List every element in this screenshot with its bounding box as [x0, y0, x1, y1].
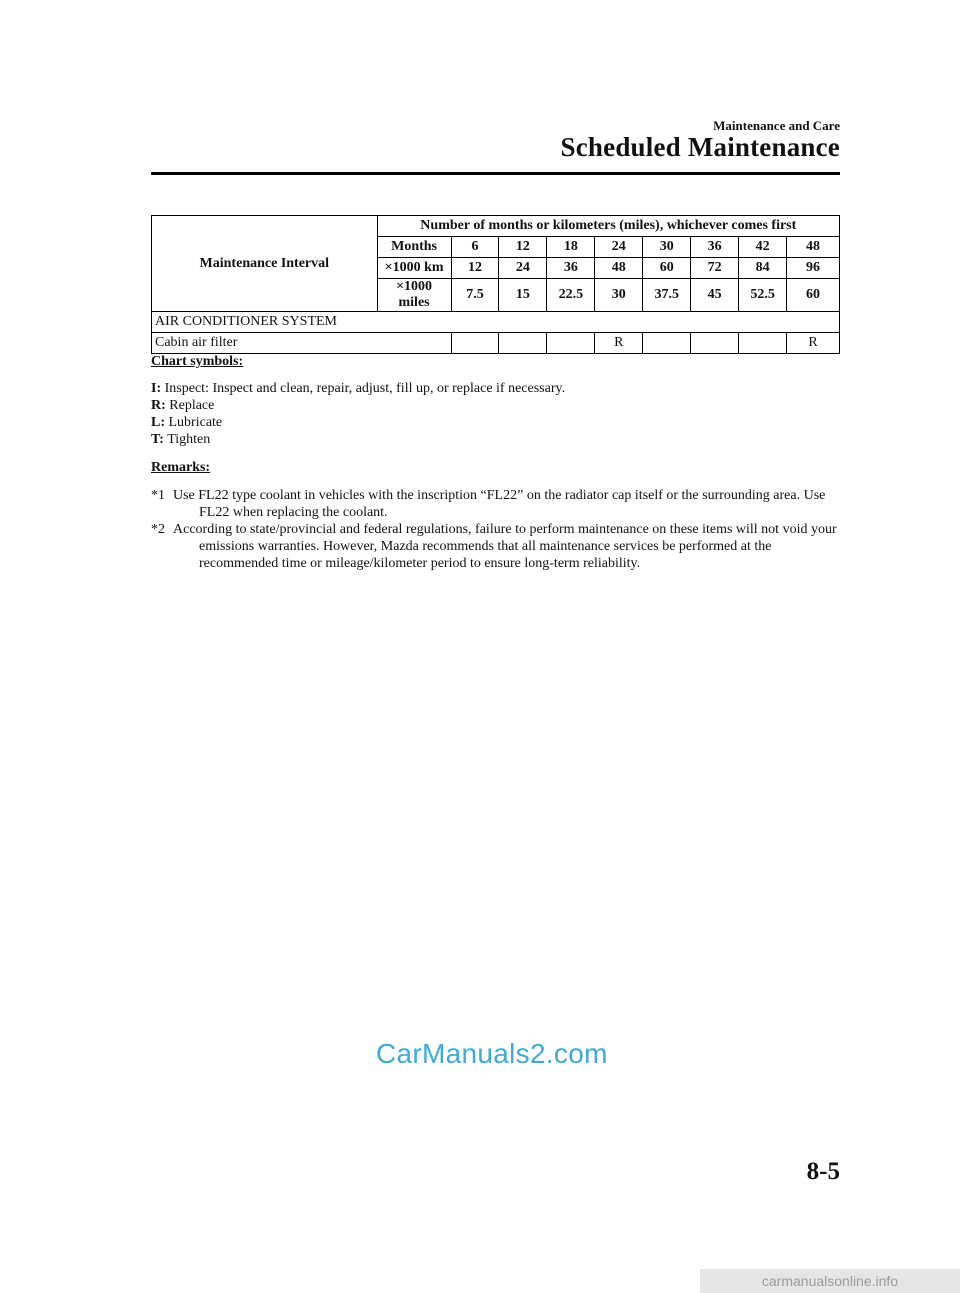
- list-item: [151, 431, 565, 448]
- symbol-key: L:: [151, 415, 165, 430]
- table-cell: 18: [547, 237, 595, 258]
- table-cell: [547, 333, 595, 354]
- table-cell: 60: [787, 279, 840, 312]
- symbol-key: R:: [151, 398, 166, 413]
- table-cell: 30: [595, 279, 643, 312]
- page-title: Scheduled Maintenance: [560, 132, 840, 162]
- system-heading: AIR CONDITIONER SYSTEM: [152, 312, 840, 333]
- table-cell: 24: [499, 258, 547, 279]
- table-cell: 6: [451, 237, 499, 258]
- table-cell: 48: [787, 237, 840, 258]
- symbol-key: I:: [151, 381, 162, 396]
- symbol-key: T:: [151, 432, 164, 447]
- table-cell: [451, 333, 499, 354]
- title-rule: [151, 172, 840, 175]
- table-cell: 60: [643, 258, 691, 279]
- row-label: Months: [377, 237, 451, 258]
- item-label: Cabin air filter: [152, 333, 452, 354]
- table-cell: 45: [691, 279, 739, 312]
- maintenance-schedule-table: [151, 215, 840, 354]
- table-cell: 7.5: [451, 279, 499, 312]
- table-cell: 52.5: [739, 279, 787, 312]
- table-cell: 22.5: [547, 279, 595, 312]
- remark-text: According to state/provincial and federal regulations, failure to perform maintenance on these items will not void your emissions warranties. However, Mazda recommends that all maintenance services be performed at the recommended time or mileage/kilometer period to ensure long-term reliability.: [173, 522, 837, 571]
- chart-symbols-heading: Chart symbols:: [151, 354, 244, 369]
- section-label: Maintenance and Care: [713, 118, 840, 133]
- table-cell: 15: [499, 279, 547, 312]
- remarks-list: [151, 487, 841, 572]
- list-item: [151, 380, 565, 397]
- table-cell: 36: [547, 258, 595, 279]
- page-number: 8-5: [806, 1158, 840, 1185]
- table-cell: [499, 333, 547, 354]
- table-cell: [643, 333, 691, 354]
- remarks-heading: Remarks:: [151, 460, 211, 475]
- table-row: [152, 216, 840, 237]
- table-cell: R: [595, 333, 643, 354]
- symbol-text: Inspect: Inspect and clean, repair, adjust, fill up, or replace if necessary.: [164, 381, 566, 396]
- remark-number: *2: [151, 522, 165, 537]
- banner-cell: Number of months or kilometers (miles), whichever comes first: [377, 216, 839, 237]
- list-item: [151, 487, 841, 521]
- row-label: ×1000 km: [377, 258, 451, 279]
- table-cell: 36: [691, 237, 739, 258]
- table-row-item: [152, 333, 840, 354]
- table-cell: 84: [739, 258, 787, 279]
- table-cell: 24: [595, 237, 643, 258]
- table-cell: 72: [691, 258, 739, 279]
- watermark: CarManuals2.com: [376, 1038, 608, 1069]
- symbol-text: Replace: [169, 398, 215, 413]
- table-cell: 30: [643, 237, 691, 258]
- list-item: [151, 414, 565, 431]
- table-cell: [739, 333, 787, 354]
- footer-site-link[interactable]: carmanualsonline.info: [700, 1269, 960, 1293]
- list-item: [151, 397, 565, 414]
- row-label: ×1000 miles: [377, 279, 451, 312]
- table-cell: [691, 333, 739, 354]
- interval-label-cell: Maintenance Interval: [152, 216, 378, 312]
- table-cell: R: [787, 333, 840, 354]
- list-item: [151, 521, 841, 572]
- table-cell: 12: [499, 237, 547, 258]
- remark-text: Use FL22 type coolant in vehicles with the inscription “FL22” on the radiator cap itself or the surrounding area. Use FL22 when replacing the coolant.: [173, 488, 826, 520]
- table-cell: 96: [787, 258, 840, 279]
- remark-number: *1: [151, 488, 165, 503]
- symbol-text: Lubricate: [168, 415, 223, 430]
- table-cell: 48: [595, 258, 643, 279]
- table-row-system: [152, 312, 840, 333]
- table-cell: 42: [739, 237, 787, 258]
- chart-symbols-list: [151, 380, 565, 448]
- table-cell: 12: [451, 258, 499, 279]
- table-cell: 37.5: [643, 279, 691, 312]
- symbol-text: Tighten: [167, 432, 211, 447]
